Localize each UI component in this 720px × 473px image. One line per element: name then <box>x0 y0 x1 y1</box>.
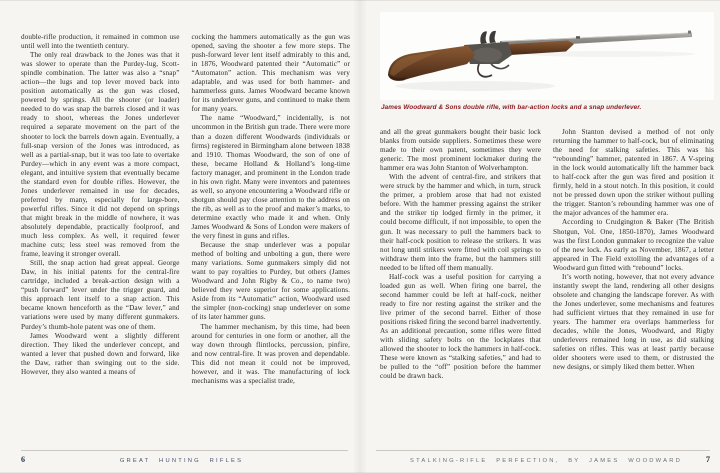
rifle-photo <box>380 12 712 111</box>
paragraph: Half-cock was a useful position for carrying a loaded gun as well. When firing one barrel, the second hammer could be left at half-cock, neither ready to fire nor resting against the striker and the live primer of the second barrel. Either of those positions risked firing the second barrel inadvertently. As an additional precaution, some rifles were fitted with sliding safety bolts on the lockplates that allowed the shooter to lock the hammers in half-cock. These were known as “stalking safeties,” and had to be pulled to the “off” position before the hammer could be drawn back. <box>380 272 541 381</box>
left-page-column-2 <box>192 33 351 386</box>
left-page-footer <box>21 450 348 464</box>
paragraph: The name “Woodward,” incidentally, is not uncommon in the British gun trade. There were more than a dozen different Woodwards (individuals or firms) registered in Birmingham alone between 1838 and 1910. Thomas Woodward, the son of one of these, became Holland & Holland’s long-time factory manager, and prominent in the London trade in his own right. Many were inventors and patentees as well, so anyone encountering a Woodward rifle or shotgun should pay close attention to the address on the rib, as well as to the proof and maker’s marks, to determine exactly who made it and when. Only James Woodward & Sons of London were makers of the very finest in guns and rifles. <box>191 114 350 241</box>
paragraph: cocking the hammers automatically as the gun was opened, saving the shooter a few more steps. The push-forward lever lent itself admirably to this and, in 1876, Woodward patented their “Automatic” or “Automaton” action. This mechanism was very adaptable, and was used for both hammer- and hammerless guns. James Woodward became known for its underlever guns, and continued to make them for many years. <box>191 33 350 114</box>
paragraph: double-rifle production, it remained in common use until well into the twentieth century. <box>21 33 180 51</box>
paragraph: The hammer mechanism, by this time, had been around for centuries in one form or another, all the way down through flintlocks, percussion, pinfire, and now central-fire. It was proven and dependable. This did not mean it could not be improved, however, and it was. The manufacturing of lock mechanisms was a specialist trade, <box>191 322 350 385</box>
paragraph: Because the snap underlever was a popular method of bolting and unbolting a gun, there were many variations. Some gunmakers simply did not want to pay royalties to Purdey, but others (James Woodward and John Rigby & Co., to name two) believed they were superior for some applications. Aside from its “Automatic” action, Woodward used the simpler (non-cocking) snap underlever on some of its later hammer guns. <box>191 241 350 322</box>
right-page-column-2 <box>553 128 714 381</box>
rifle-illustration <box>380 12 714 100</box>
paragraph: It’s worth noting, however, that not every advance instantly swept the land, rendering all other designs obsolete and changing the landscape forever. As with the Jones underlever, some mechanisms and features had sufficient virtues that they remained in use for years. The hammer era overlaps hammerless for decades, while the Jones, Woodward, and Rigby underlevers remained long in use, as did stalking safeties on rifles. This was at least partly because older shooters were used to them, or distrusted the new designs, or simply liked them better. When <box>553 272 714 372</box>
right-page <box>360 0 720 473</box>
right-page-footer <box>376 450 710 464</box>
left-page-column-1 <box>21 33 180 386</box>
paragraph: The only real drawback to the Jones was that it was slower to operate than the Purdey-lug, Scott-spindle combination. The latter was also a “snap” action—the lugs and top lever moved back into position automatically as the gun was closed, powered by springs. All the shooter (or loader) needed to do was snap the barrels closed and it was ready to shoot, whereas the Jones underlever required a separate movement on the part of the shooter to lock the barrels down again. Eventually, a full-snap version of the Jones was introduced, as well as a partial-snap, but it was too late to overtake Purdey—which in any event was a more compact, elegant, and intuitive system that eventually became the standard even for double rifles. However, the Jones underlever remained in use for decades, preferred by many, especially for large-bore, powerful rifles. Since it did not depend on springs that might break in the middle of nowhere, it was absolutely dependable, practically foolproof, and much less complex. As well, it required fewer machine cuts; less steel was removed from the frame, leaving it stronger overall. <box>21 51 180 259</box>
page-number-right: 7 <box>706 455 710 464</box>
footer-rule <box>376 450 710 451</box>
running-head-right: STALKING-RIFLE PERFECTION, BY JAMES WOODWARD <box>410 458 682 464</box>
paragraph: John Stanton devised a method of not only returning the hammer to half-cock, but of eliminating the need for stalking safeties. This was his “rebounding” hammer, patented in 1867. A V-spring in the lock would automatically lift the hammer back to half-cock after the gun was fired and position it firmly, held in a stout notch. In this position, it could not be pressed down upon the striker without pulling the trigger. Stanton’s rebounding hammer was one of the major advances of the hammer era. <box>553 128 714 218</box>
paragraph: James Woodward went a slightly different direction. They liked the underlever concept, and wanted a lever that pushed down and forward, like the Daw, rather than swinging out to the side. However, they also wanted a means of <box>21 331 180 376</box>
paragraph: and all the great gunmakers bought their basic lock blanks from outside suppliers. Sometimes these were made to their own patent, sometimes they were generic. The most prominent lockmaker during the hammer era was John Stanton of Wolverhampton. <box>380 128 541 173</box>
page-number-left: 6 <box>21 455 25 464</box>
left-page-text-block <box>21 33 350 386</box>
paragraph: With the advent of central-fire, and strikers that were struck by the hammer and which, in turn, struck the primer, a problem arose that had not existed before. With the hammer pressing against the striker and the striker tip lodged firmly in the primer, it could become difficult, if not impossible, to open the gun. It was necessary to pull the hammers back to their half-cock position to release the strikers. It was not long until strikers were fitted with coil springs to withdraw them into the frame, but the hammers still needed to be lifted off them manually. <box>380 173 541 272</box>
right-page-text-block <box>380 128 714 381</box>
rifle-caption: James Woodward & Sons double rifle, with bar-action locks and a snap underlever. <box>381 104 642 111</box>
running-head-left: GREAT HUNTING RIFLES <box>119 458 244 464</box>
paragraph: Still, the snap action had great appeal. George Daw, in his initial patents for the central-fire cartridge, included a break-action design with a “push forward” lever under the trigger guard, and this approach lent itself to a snap action. This became known henceforth as the “Daw lever,” and variations were used by many different gunmakers. Purdey’s thumb-hole patent was one of them. <box>21 259 180 331</box>
footer-rule <box>21 450 348 451</box>
paragraph: According to Crudgington & Baker (The British Shotgun, Vol. One, 1850-1870), James Woodward was the first London gunmaker to recognize the value of the new lock. As early as November, 1867, a letter appeared in The Field extolling the advantages of a Woodward gun fitted with “rebound” locks. <box>553 218 714 272</box>
right-page-column-1 <box>380 128 541 381</box>
